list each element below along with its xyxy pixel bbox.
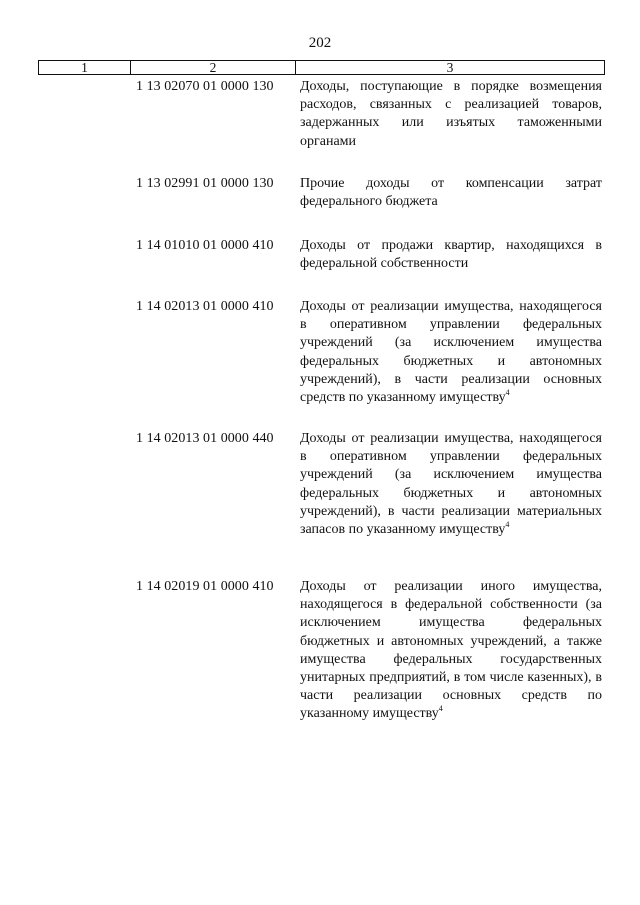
budget-classification-code: 1 14 01010 01 0000 410: [136, 238, 274, 253]
income-description: Прочие доходы от компенсации затрат федерального бюджета: [300, 176, 602, 210]
column-header-2: 2: [131, 61, 296, 75]
table-header: [38, 60, 605, 75]
footnote-marker: 4: [438, 704, 443, 714]
page-number: 202: [308, 35, 332, 51]
budget-classification-code: 1 13 02070 01 0000 130: [136, 79, 274, 94]
column-header-3: 3: [296, 61, 605, 75]
budget-classification-code: 1 14 02013 01 0000 410: [136, 299, 274, 314]
budget-classification-code: 1 14 02019 01 0000 410: [136, 579, 274, 594]
budget-classification-code: 1 14 02013 01 0000 440: [136, 431, 274, 446]
footnote-marker: 4: [505, 520, 510, 530]
income-description: Доходы, поступающие в порядке возмещения расходов, связанных с реализацией товаров, задержанных или изъятых таможенными органами: [300, 79, 602, 149]
column-header-1: 1: [39, 61, 131, 75]
budget-classification-code: 1 13 02991 01 0000 130: [136, 176, 274, 191]
income-description: Доходы от реализации имущества, находящегося в оперативном управлении федеральных учреждений (за исключением имущества федеральных бюджетных и автономных учреждений), в части реализации материальных запасов по указанному имуществу$^4$: [300, 431, 602, 538]
income-description: Доходы от реализации иного имущества, находящегося в федеральной собственности (за исключением имущества федеральных бюджетных и автономных учреждений, а также имущества федеральных государственных унитарных предприятий, в том числе казенных), в части реализации основных средств по указанному имуществу$^4$: [300, 579, 602, 722]
income-description: Доходы от реализации имущества, находящегося в оперативном управлении федеральных учреждений (за исключением имущества федеральных бюджетных и автономных учреждений), в части реализации основных средств по указанному имуществу$^4$: [300, 299, 602, 406]
income-description: Доходы от продажи квартир, находящихся в федеральной собственности: [300, 238, 602, 272]
footnote-marker: 4: [505, 388, 510, 398]
